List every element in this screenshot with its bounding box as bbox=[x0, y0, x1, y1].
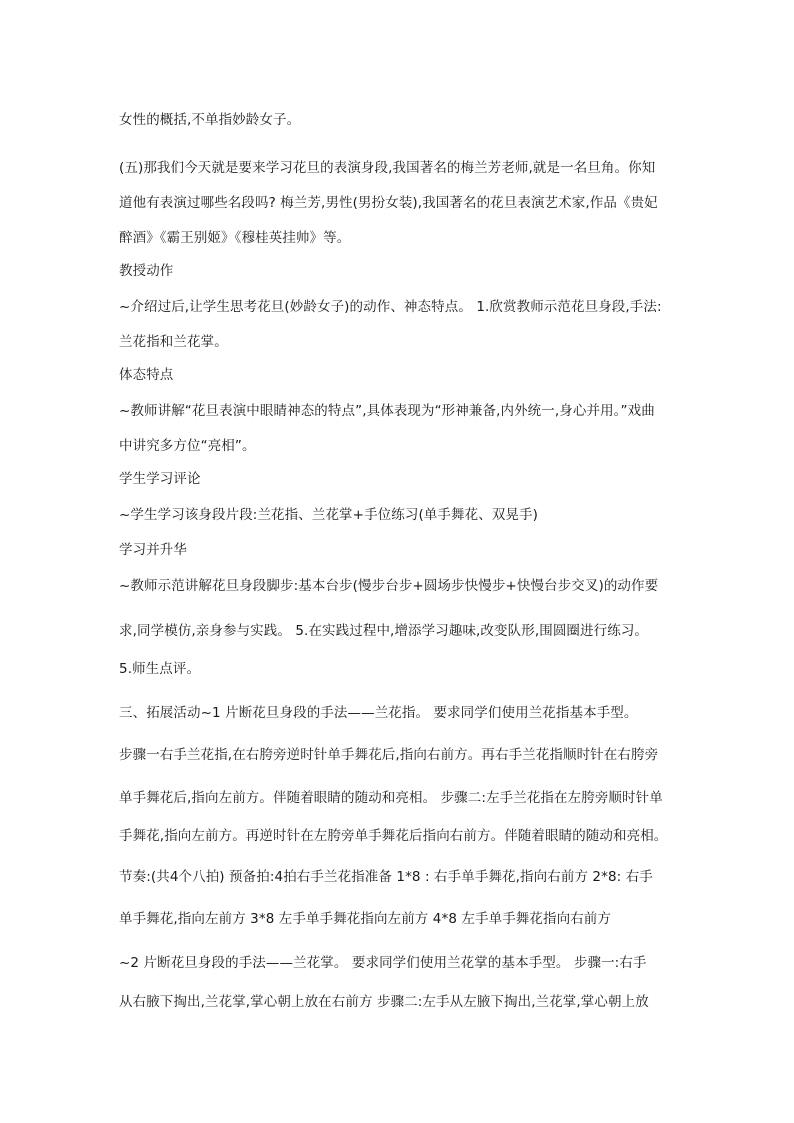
text-line: ~2 片断花旦身段的手法——兰花掌。 要求同学们使用兰花掌的基本手型。 步骤一:右手 bbox=[119, 955, 647, 971]
text-line: 三、拓展活动~1 片断花旦身段的手法——兰花指。 要求同学们使用兰花指基本手型。 bbox=[119, 705, 638, 721]
section-heading: 体态特点 bbox=[119, 367, 174, 383]
text-line: ~介绍过后,让学生思考花旦(妙龄女子)的动作、神态特点。 1.欣赏教师示范花旦身段,手法: bbox=[119, 299, 662, 315]
text-line: 步骤一右手兰花指,在右胯旁逆时针单手舞花后,指向右前方。再右手兰花指顺时针在右胯旁 bbox=[119, 747, 659, 763]
text-line: 单手舞花后,指向左前方。伴随着眼睛的随动和亮相。 步骤二:左手兰花指在左胯旁顺时针单 bbox=[119, 790, 663, 806]
text-line: ~学生学习该身段片段:兰花指、兰花掌+手位练习(单手舞花、双晃手) bbox=[119, 507, 539, 523]
text-line: 中讲究多方位“亮相”。 bbox=[119, 438, 256, 454]
section-heading: 学习并升华 bbox=[119, 542, 187, 558]
text-line: 道他有表演过哪些名段吗? 梅兰芳,男性(男扮女装),我国著名的花旦表演艺术家,作品《贵妃 bbox=[119, 195, 658, 211]
text-line: (五)那我们今天就是要来学习花旦的表演身段,我国著名的梅兰芳老师,就是一名旦角。你知 bbox=[119, 160, 656, 176]
text-line: 兰花指和兰花掌。 bbox=[119, 334, 228, 350]
text-line: 从右腋下掏出,兰花掌,掌心朝上放在右前方 步骤二:左手从左腋下掏出,兰花掌,掌心朝上放 bbox=[119, 994, 649, 1010]
text-line: ~教师示范讲解花旦身段脚步:基本台步(慢步台步+圆场步快慢步+快慢台步交叉)的动作要 bbox=[119, 578, 659, 594]
text-line: 求,同学模仿,亲身参与实践。 5.在实践过程中,增添学习趣味,改变队形,围圆圈进行练习。 bbox=[119, 623, 649, 639]
text-line: 手舞花,指向左前方。再逆时针在左胯旁单手舞花后指向右前方。伴随着眼睛的随动和亮相。 bbox=[119, 828, 668, 844]
text-line: 女性的概括,不单指妙龄女子。 bbox=[119, 112, 301, 128]
text-line: ~教师讲解“花旦表演中眼睛神态的特点”,具体表现为“形神兼备,内外统一,身心并用。”戏曲 bbox=[119, 403, 655, 419]
text-line: 5.师生点评。 bbox=[119, 661, 201, 677]
section-heading: 教授动作 bbox=[119, 263, 174, 279]
text-line: 醉酒》《霸王别姬》《穆桂英挂帅》等。 bbox=[119, 230, 351, 246]
section-heading: 学生学习评论 bbox=[119, 471, 201, 487]
text-line: 单手舞花,指向左前方 3*8 左手单手舞花指向左前方 4*8 左手单手舞花指向右前方 bbox=[119, 911, 612, 927]
text-line: 节奏:(共4个八拍) 预备拍:4拍右手兰花指准备 1*8 : 右手单手舞花,指向右前方 2*8: 右手 bbox=[119, 869, 653, 885]
